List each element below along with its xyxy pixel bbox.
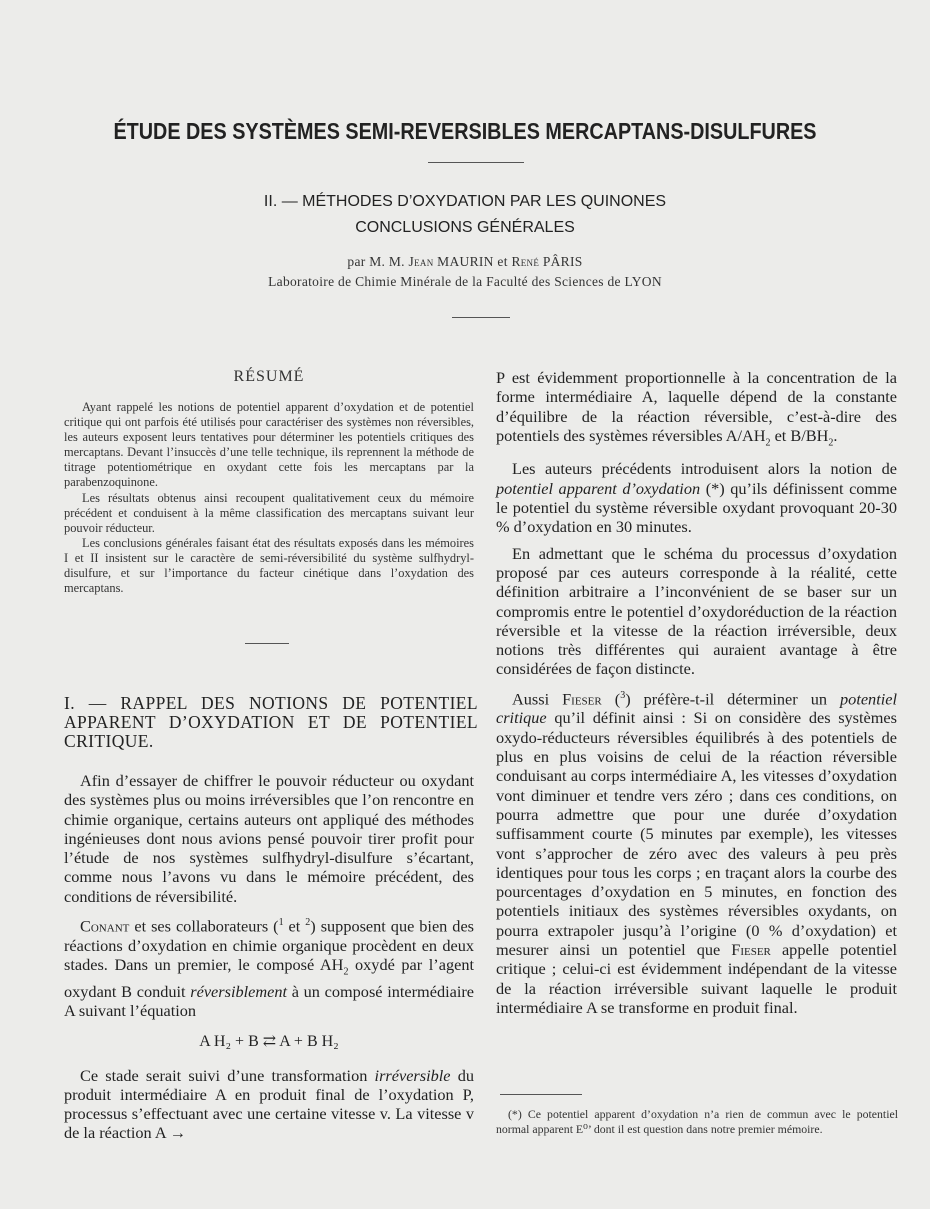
author-conant: Conant xyxy=(80,916,130,936)
authors-line xyxy=(0,254,930,270)
article-title: ÉTUDE DES SYSTÈMES SEMI-REVERSIBLES MERCAPTANS-DISULFURES xyxy=(113,118,817,144)
reference-2: 2 xyxy=(305,917,311,929)
right-column-body xyxy=(496,368,897,1017)
body-paragraph xyxy=(496,459,897,536)
subscript: 2 xyxy=(765,437,771,449)
title-divider xyxy=(428,162,524,163)
subtitle-line-1: II. — MÉTHODES D’OXYDATION PAR LES QUINONES xyxy=(263,193,667,210)
italic-term: potentiel apparent d’oxydation xyxy=(496,478,701,498)
body-paragraph xyxy=(64,913,474,1020)
resume-heading: RÉSUMÉ xyxy=(233,368,305,385)
text-run: à un composé intermédiaire A suivant l’équation xyxy=(64,981,475,1020)
author-fieser: Fieser xyxy=(731,939,771,959)
footnote xyxy=(496,1107,898,1136)
text-run: et xyxy=(283,916,306,936)
body-paragraph xyxy=(496,686,897,1017)
text-run: Les auteurs précédents introduisent alors la notion de xyxy=(512,459,897,479)
affiliation: Laboratoire de Chimie Minérale de la Faculté des Sciences de LYON xyxy=(268,274,662,289)
italic-term: irréversible xyxy=(374,1065,451,1085)
resume-body xyxy=(64,400,474,596)
text-run: qu’il définit ainsi : Si on considère des systèmes oxydo-réducteurs réversibles équilibrés à des potentiels de plus en plus voisins de celui de la réaction réversible conduisant au corps intermédiaire A, les vitesses d’oxydation vont diminuer et tendre vers zéro ; dans ces conditions, on pourra admettre que pour une durée d’oxydation suffisamment courte (5 minutes par exemple), les vitesses vont s’approcher de zéro avec des valeurs à peu près identiques pour tous les corps ; en traçant alors la courbe des pourcentages d’oxydation en 5 minutes, en fonction des potentiels initiaux des systèmes réversibles oxydants, on pourra extrapoler jusqu’à l’origine (0 % d’oxydation) et mesurer ainsi un potentiel que xyxy=(496,708,897,959)
section-heading: I. — RAPPEL DES NOTIONS DE POTENTIEL APPARENT D’OXYDATION ET DE POTENTIEL CRITIQUE. xyxy=(64,693,478,751)
reference-1: 1 xyxy=(278,917,284,929)
text-run: et B/BH xyxy=(770,425,829,445)
text-run: ) préfère-t-il déterminer un xyxy=(625,689,841,709)
text-run: . xyxy=(833,425,838,445)
body-paragraph: En admettant que le schéma du processus d’oxydation proposé par ces auteurs corresponde à la réalité, cette définition arbitraire a l’inconvénient de se baser sur un compromis entre le potentiel d’oxydoréduction de la réaction réversible et la vitesse de la réaction irréversible, deux notions très différentes qui auraient avantage à être considérées de façon distincte. xyxy=(496,543,897,679)
text-run: Aussi xyxy=(512,689,563,709)
text-run: appelle potentiel critique ; celui-ci est évidemment indépendant de la vitesse de la réaction irréversible suivant laquelle le produit intermédiaire A se transforme en produit final. xyxy=(496,939,897,1017)
text-run: oxydé par l’agent oxydant B conduit xyxy=(64,955,474,1001)
italic-term: potentiel critique xyxy=(496,689,897,728)
subtitle-line-2: CONCLUSIONS GÉNÉRALES xyxy=(355,219,575,236)
body-paragraph xyxy=(496,368,897,452)
text-run: du produit intermédiaire A en produit final de l’oxydation P, processus s’effectuant avec une certaine vitesse v. La vitesse v de la réaction A → xyxy=(64,1065,474,1143)
reference-3: 3 xyxy=(620,689,626,701)
subscript: 2 xyxy=(828,437,834,449)
left-column-body xyxy=(64,771,474,1143)
author-2: René PÂRIS xyxy=(511,254,583,269)
text-run: P est évidemment proportionnelle à la concentration de la forme intermédiaire A, laquelle dépend de la constante d’équilibre de la réaction réversible, c’est-à-dire des potentiels des systèmes réversibles A/AH xyxy=(496,368,897,445)
text-run: et ses collaborateurs ( xyxy=(129,916,279,936)
text-run: ( xyxy=(601,689,621,709)
text-run: ) supposent que bien des réactions d’oxydation en chimie organique procèdent en deux stades. Dans un premier, le composé AH xyxy=(64,916,475,975)
italic-term: réversiblement xyxy=(190,981,288,1001)
text-run: (*) qu’ils définissent comme le potentiel du système réversible oxydant provoquant 20-30 % d’oxydation en 30 minutes. xyxy=(496,478,898,537)
body-paragraph: Afin d’essayer de chiffrer le pouvoir réducteur ou oxydant des systèmes plus ou moins irréversibles que l’on rencontre en chimie organique, certains auteurs ont appliqué des méthodes ingénieuses dont nous avions pensé pouvoir tirer profit pour l’étude de nos systèmes sulfhydryl-disulfure s’écartant, comme nous l’avons vu dans le mémoire précédent, des conditions de réversibilité. xyxy=(64,771,474,906)
equation: A H₂ + B ⇄ A + B H₂ xyxy=(199,1033,339,1051)
footnote-text: (*) Ce potentiel apparent d’oxydation n’a rien de commun avec le potentiel normal apparent E⁰’ dont il est question dans notre premier mémoire. xyxy=(496,1107,898,1136)
text-run: Ce stade serait suivi d’une transformation xyxy=(80,1065,375,1085)
author-1: Jean MAURIN xyxy=(408,254,494,269)
footnote-divider xyxy=(500,1094,582,1095)
body-paragraph xyxy=(64,1066,474,1143)
authors-and: et xyxy=(497,254,508,269)
author-fieser: Fieser xyxy=(562,689,602,709)
subscript: 2 xyxy=(343,966,349,978)
resume-paragraph: Les résultats obtenus ainsi recoupent qualitativement ceux du mémoire précédent et conduisent à la même classification des mercaptans suivant leur pouvoir réducteur. xyxy=(64,490,474,535)
authors-prefix: par M. M. xyxy=(347,254,405,269)
resume-divider xyxy=(245,643,289,644)
header-divider xyxy=(452,317,510,318)
resume-paragraph: Ayant rappelé les notions de potentiel apparent d’oxydation et de potentiel critique qui ont parfois été utilisés pour caractériser des systèmes non réversibles, les auteurs exposent leurs tentatives pour déterminer les potentiels critiques des mercaptans. Devant l’insuccès d’une telle technique, ils reprennent la méthode de titrage potentiométrique en oxydant cette fois les mercaptans par la parabenzoquinone. xyxy=(64,400,474,490)
resume-paragraph: Les conclusions générales faisant état des résultats exposés dans les mémoires I et II insistent sur le caractère de semi-réversibilité du système sulfhydryl-disulfure, et sur l’importance du facteur cinétique dans l’oxydation des mercaptans. xyxy=(64,535,474,596)
